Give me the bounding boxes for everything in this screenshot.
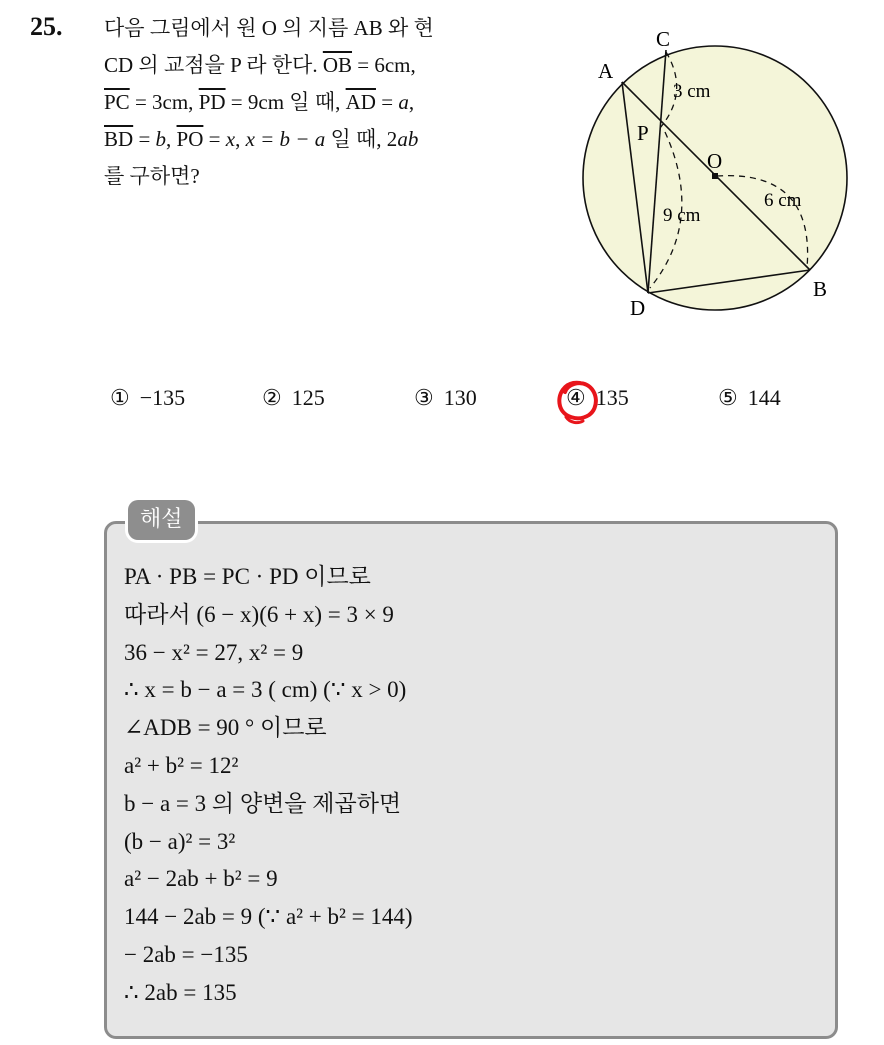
circle-figure — [570, 20, 860, 330]
choice-number: ④ — [566, 385, 586, 410]
label-b: B — [813, 277, 828, 301]
question-line — [104, 121, 554, 158]
explanation-line: PA · PB = PC · PD 이므로 — [124, 564, 371, 589]
question-text-part: , — [235, 127, 246, 151]
explanation-tag: 해설 — [128, 500, 195, 540]
condition-expression: x = b − a — [245, 127, 326, 151]
segment-po: $\overline{PO}$ — [176, 127, 204, 151]
explanation-line: − 2ab = −135 — [124, 941, 248, 967]
label-c: C — [656, 27, 671, 51]
question-text-part: 다음 그림에서 원 O 의 지름 AB 와 현 — [104, 16, 434, 40]
label-pc-length: 3 cm — [673, 81, 711, 102]
answer-mark-icon — [554, 377, 602, 425]
explanation-line: ∴ 2ab = 135 — [124, 979, 237, 1005]
explanation-line: ∴ x = b − a = 3 ( cm) (∵ x > 0) — [124, 677, 407, 703]
choice-2[interactable] — [262, 385, 325, 411]
label-p: P — [637, 121, 649, 145]
question-text-part: = 3cm, — [129, 90, 199, 114]
choice-value: 125 — [291, 385, 325, 410]
choice-5[interactable] — [718, 385, 781, 411]
question-text-part: = 9cm 일 때, — [225, 90, 346, 114]
explanation-body — [124, 558, 824, 1012]
question-text-part: , — [408, 90, 415, 114]
choice-number: ③ — [414, 385, 434, 410]
center-point — [712, 173, 718, 179]
question-text-part: 를 구하면? — [104, 164, 200, 188]
choice-1[interactable] — [110, 385, 185, 411]
label-ob-length: 6 cm — [764, 190, 802, 211]
variable-ab: ab — [397, 127, 419, 151]
variable-b: b — [155, 127, 167, 151]
explanation-line: 144 − 2ab = 9 (∵ a² + b² = 144) — [124, 904, 413, 930]
question-text-part: = 6cm, — [352, 53, 416, 77]
question-line — [104, 10, 554, 47]
segment-pd: $\overline{PD}$ — [198, 90, 226, 114]
explanation-line: ∠ADB = 90 ° 이므로 — [124, 715, 327, 741]
explanation-line: a² + b² = 12² — [124, 752, 239, 778]
question-text-part: = — [203, 127, 226, 151]
label-pd-length: 9 cm — [663, 205, 701, 226]
explanation-line: a² − 2ab + b² = 9 — [124, 866, 278, 892]
question-text — [104, 10, 554, 195]
question-text-part: 일 때, 2 — [325, 127, 398, 151]
segment-pc: $\overline{PC}$ — [104, 90, 130, 114]
explanation-line: (b − a)² = 3² — [124, 828, 236, 854]
segment-bd: $\overline{BD}$ — [104, 127, 134, 151]
choice-number: ① — [110, 385, 130, 410]
label-d: D — [630, 296, 646, 320]
choice-number: ⑤ — [718, 385, 738, 410]
question-line — [104, 47, 554, 84]
choice-number: ② — [262, 385, 282, 410]
choice-value: 130 — [443, 385, 477, 410]
answer-choices — [110, 385, 830, 425]
explanation-line: 36 − x² = 27, x² = 9 — [124, 639, 304, 665]
choice-value: 135 — [595, 385, 629, 410]
question-text-part: CD 의 교점을 P 라 한다. — [104, 53, 323, 77]
question-text-part: = — [133, 127, 156, 151]
segment-ob: $\overline{OB}$ — [322, 53, 353, 77]
choice-value: 144 — [747, 385, 781, 410]
question-line — [104, 158, 554, 195]
choice-3[interactable] — [414, 385, 477, 411]
question-text-part: , — [166, 127, 177, 151]
question-number: 25. — [30, 12, 63, 41]
segment-ad: $\overline{AD}$ — [345, 90, 376, 114]
variable-x: x — [225, 127, 236, 151]
label-a: A — [598, 59, 614, 83]
variable-a: a — [398, 90, 409, 114]
explanation-line: 따라서 (6 − x)(6 + x) = 3 × 9 — [124, 601, 394, 627]
choice-value: −135 — [139, 385, 186, 410]
question-line — [104, 84, 554, 121]
label-o: O — [707, 149, 723, 173]
explanation-line: b − a = 3 의 양변을 제곱하면 — [124, 790, 402, 816]
question-text-part: = — [375, 90, 399, 114]
